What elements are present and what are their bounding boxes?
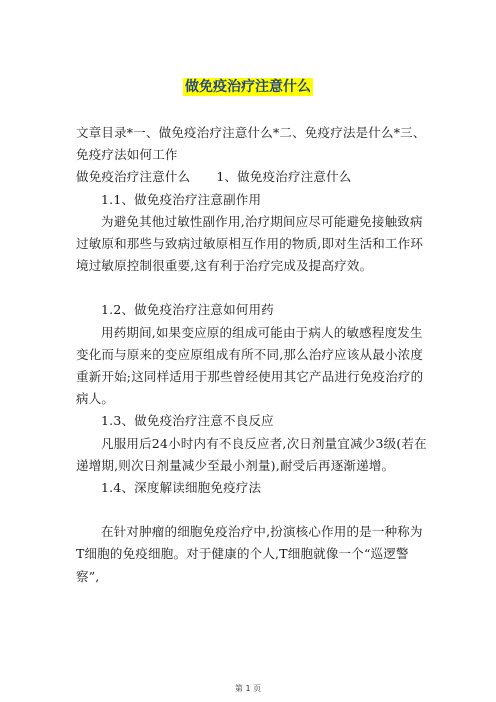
- toc-line: 文章目录*一、做免疫治疗注意什么*二、免疫疗法是什么*三、免疫疗法如何工作: [76, 125, 426, 163]
- section-heading-1-2: 1.2、做免疫治疗注意如何用药: [101, 302, 274, 318]
- section-paragraph-1-3: 凡服用后24小时内有不良反应者,次日剂量宜减少3级(若在递增期,则次日剂量减少至最小剂量),耐受后再逐渐递增。: [76, 435, 427, 473]
- page-footer: 第 1 页: [234, 684, 262, 693]
- section-paragraph-1-2: 用药期间,如果变应原的组成可能由于病人的敏感程度发生变化而与原来的变应原组成有所不同,那么治疗应该从最小浓度重新开始;这同样适用于那些曾经使用其它产品进行免疫治疗的病人。: [76, 324, 424, 407]
- spacer: [76, 277, 428, 299]
- toc-entry: 1、做免疫治疗注意什么: [216, 169, 352, 185]
- document-title: 做免疫治疗注意什么: [185, 79, 311, 95]
- section-heading-1-4: 1.4、深度解读细胞免疫疗法: [101, 480, 262, 496]
- section-heading-1-1: 1.1、做免疫治疗注意副作用: [101, 191, 262, 207]
- section-paragraph-1-4: 在针对肿瘤的细胞免疫治疗中,扮演核心作用的是一种称为T细胞的免疫细胞。对于健康的个人,T细胞就像一个“巡逻警察”,: [76, 524, 423, 584]
- toc-entry: 做免疫治疗注意什么: [76, 169, 191, 185]
- toc-entry-line: [76, 166, 428, 188]
- spacer: [76, 499, 428, 521]
- section-heading-1-3: 1.3、做免疫治疗注意不良反应: [101, 413, 274, 429]
- document-body: [76, 122, 428, 588]
- section-paragraph-1-1: 为避免其他过敏性副作用,治疗期间应尽可能避免接触致病过敏原和那些与致病过敏原相互作用的物质,即对生活和工作环境过敏原控制很重要,这有利于治疗完成及提高疗效。: [76, 213, 424, 274]
- title-container: [0, 76, 496, 96]
